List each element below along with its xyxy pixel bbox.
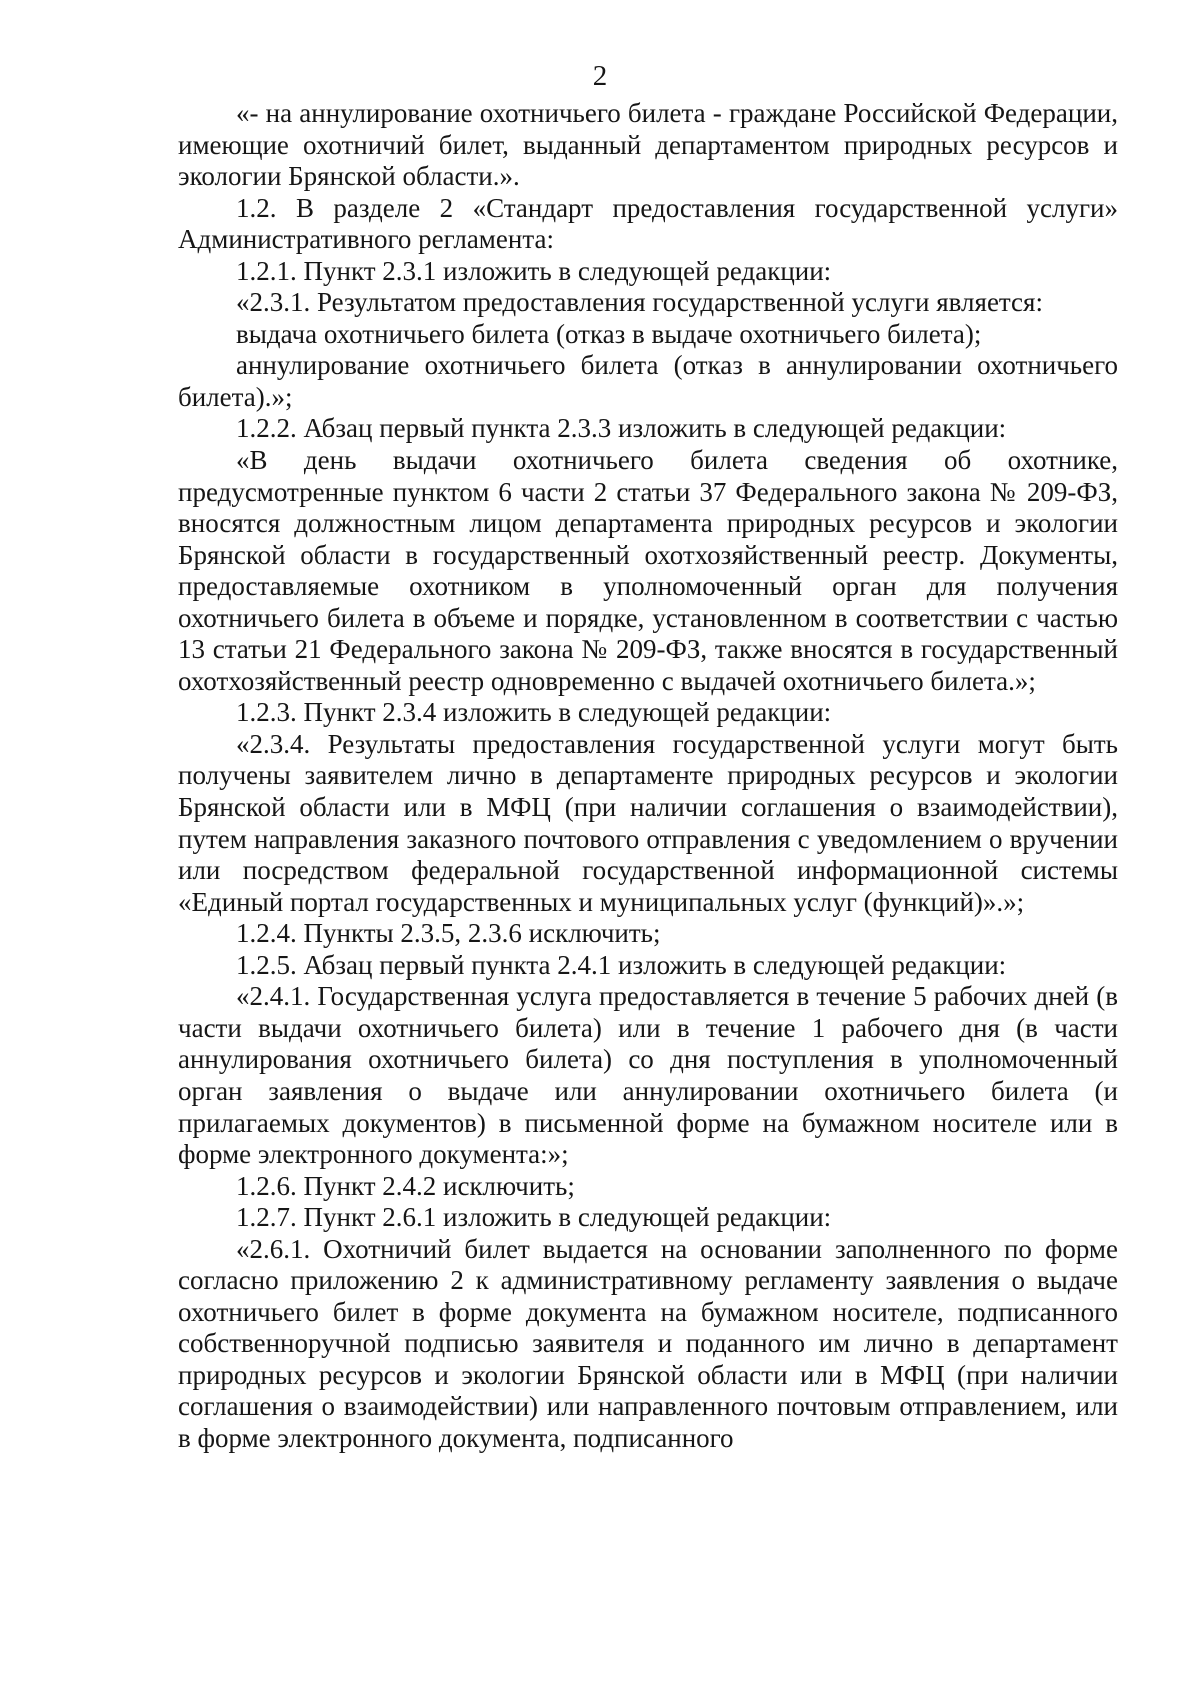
paragraph: 1.2. В разделе 2 «Стандарт предоставления государственной услуги» Административного регламента:	[178, 192, 1125, 255]
paragraph: «В день выдачи охотничьего билета сведения об охотнике, предусмотренные пунктом 6 части 2 статьи 37 Федерального закона № 209-ФЗ, вносятся должностным лицом департамента природных ресурсов и экологии Брянской области в государственный охотхозяйственный реестр. Документы, предоставляемые охотником в уполномоченный орган для получения охотничьего билета в объеме и порядке, установленном в соответствии с частью 13 статьи 21 Федерального закона № 209-ФЗ, также вносятся в государственный охотхозяйственный реестр одновременно с выдачей охотничьего билета.»;	[178, 445, 1125, 696]
document-body	[178, 98, 1125, 1455]
paragraph: «2.3.4. Результаты предоставления государственной услуги могут быть получены заявителем лично в департаменте природных ресурсов и экологии Брянской области или в МФЦ (при наличии соглашения о взаимодействии), путем направления заказного почтового отправления с уведомлением о вручении или посредством федеральной государственной информационной системы «Единый портал государственных и муниципальных услуг (функций)».»;	[178, 728, 1125, 917]
paragraph: «2.6.1. Охотничий билет выдается на основании заполненного по форме согласно приложению 2 к административному регламенту заявления о выдаче охотничьего билет в форме документа на бумажном носителе, подписанного собственноручной подписью заявителя и поданного им лично в департамент природных ресурсов и экологии Брянской области или в МФЦ (при наличии соглашения о взаимодействии) или направленного почтовым отправлением, или в форме электронного документа, подписанного	[178, 1233, 1125, 1453]
paragraph: 1.2.3. Пункт 2.3.4 изложить в следующей редакции:	[236, 697, 832, 728]
paragraph: 1.2.2. Абзац первый пункта 2.3.3 изложить в следующей редакции:	[236, 413, 1007, 444]
paragraph: «2.3.1. Результатом предоставления государственной услуги является:	[236, 287, 1043, 318]
paragraph: 1.2.6. Пункт 2.4.2 исключить;	[236, 1170, 575, 1201]
paragraph: «- на аннулирование охотничьего билета - граждане Российской Федерации, имеющие охотничий билет, выданный департаментом природных ресурсов и экологии Брянской области.».	[178, 98, 1125, 192]
paragraph: 1.2.7. Пункт 2.6.1 изложить в следующей редакции:	[236, 1202, 832, 1233]
paragraph: 1.2.1. Пункт 2.3.1 изложить в следующей редакции:	[236, 255, 832, 286]
page-number: 2	[592, 60, 608, 92]
paragraph: аннулирование охотничьего билета (отказ в аннулировании охотничьего билета).»;	[178, 350, 1125, 412]
paragraph: 1.2.4. Пункты 2.3.5, 2.3.6 исключить;	[236, 918, 661, 949]
paragraph: 1.2.5. Абзац первый пункта 2.4.1 изложить в следующей редакции:	[236, 949, 1007, 980]
paragraph: «2.4.1. Государственная услуга предоставляется в течение 5 рабочих дней (в части выдачи охотничьего билета) или в течение 1 рабочего дня (в части аннулирования охотничьего билета) со дня поступления в уполномоченный орган заявления о выдаче или аннулировании охотничьего билета (и прилагаемых документов) в письменной форме на бумажном носителе или в форме электронного документа:»;	[178, 981, 1125, 1170]
paragraph: выдача охотничьего билета (отказ в выдаче охотничьего билета);	[236, 318, 982, 349]
